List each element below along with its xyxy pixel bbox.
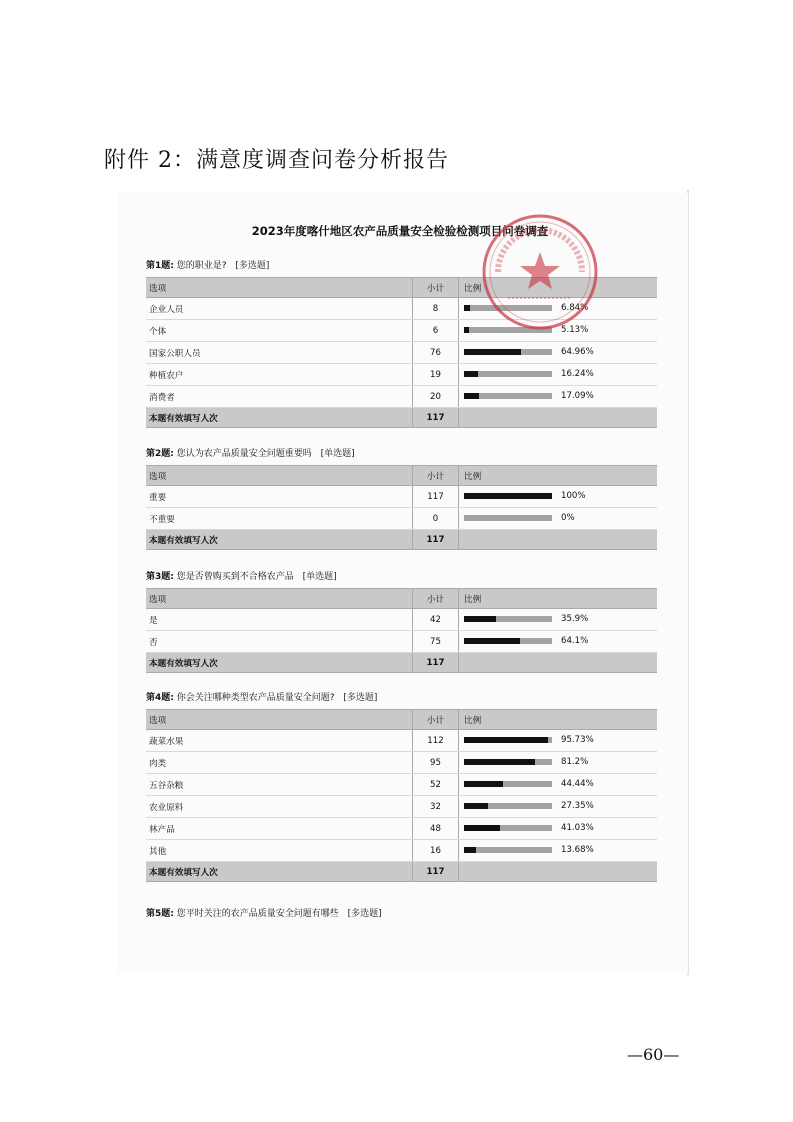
option-count: 76 <box>413 342 459 364</box>
question-type: [多选题] <box>235 261 270 271</box>
option-count: 117 <box>413 486 459 508</box>
header-count: 小计 <box>413 466 459 486</box>
header-option: 选项 <box>146 466 413 486</box>
table-row <box>146 796 657 818</box>
question-text: 您认为农产品质量安全问题重要吗 <box>176 449 312 459</box>
table-row <box>146 486 657 508</box>
footer-label: 本题有效填写人次 <box>146 408 413 428</box>
question-number: 第3题: <box>146 572 174 582</box>
ratio-percent: 64.1% <box>561 636 589 647</box>
ratio-bar <box>464 371 552 377</box>
ratio-bar <box>464 638 552 644</box>
question-3-prompt <box>146 569 337 582</box>
ratio-bar <box>464 847 552 853</box>
option-count: 32 <box>413 796 459 818</box>
option-label: 否 <box>146 631 413 653</box>
ratio-bar-fill <box>464 781 503 787</box>
table-header-row <box>146 710 657 730</box>
option-count: 42 <box>413 609 459 631</box>
footer-label: 本题有效填写人次 <box>146 530 413 550</box>
header-ratio: 比例 <box>459 710 658 730</box>
ratio-bar <box>464 825 552 831</box>
question-text: 您平时关注的农产品质量安全问题有哪些 <box>176 909 339 919</box>
question-5-prompt <box>146 906 382 919</box>
header-ratio: 比例 <box>459 466 658 486</box>
table-row <box>146 730 657 752</box>
ratio-bar-fill <box>464 371 478 377</box>
ratio-percent: 16.24% <box>561 369 594 380</box>
question-number: 第2题: <box>146 449 174 459</box>
option-label: 个体 <box>146 320 413 342</box>
option-label: 其他 <box>146 840 413 862</box>
ratio-percent: 5.13% <box>561 325 589 336</box>
question-type: [单选题] <box>320 449 355 459</box>
option-label: 不重要 <box>146 508 413 530</box>
ratio-percent: 64.96% <box>561 347 594 358</box>
page-number: —60— <box>627 1045 680 1064</box>
question-2-prompt <box>146 446 355 459</box>
table-footer-row <box>146 653 657 673</box>
option-label: 是 <box>146 609 413 631</box>
option-label: 企业人员 <box>146 298 413 320</box>
ratio-bar <box>464 515 552 521</box>
table-row <box>146 752 657 774</box>
header-option: 选项 <box>146 589 413 609</box>
table-row <box>146 818 657 840</box>
ratio-bar-fill <box>464 327 469 333</box>
ratio-percent: 95.73% <box>561 735 594 746</box>
option-label: 农业原料 <box>146 796 413 818</box>
question-number: 第1题: <box>146 261 174 271</box>
ratio-percent: 0% <box>561 513 575 524</box>
footer-label: 本题有效填写人次 <box>146 862 413 882</box>
table-footer-row <box>146 862 657 882</box>
footer-label: 本题有效填写人次 <box>146 653 413 673</box>
option-label: 肉类 <box>146 752 413 774</box>
ratio-percent: 41.03% <box>561 823 594 834</box>
footer-total: 117 <box>413 530 459 550</box>
option-count: 8 <box>413 298 459 320</box>
option-label: 林产品 <box>146 818 413 840</box>
ratio-bar <box>464 393 552 399</box>
footer-total: 117 <box>413 653 459 673</box>
option-count: 19 <box>413 364 459 386</box>
ratio-percent: 35.9% <box>561 614 589 625</box>
table-row <box>146 631 657 653</box>
ratio-percent: 27.35% <box>561 801 594 812</box>
ratio-bar <box>464 616 552 622</box>
option-label: 蔬菜水果 <box>146 730 413 752</box>
ratio-bar-fill <box>464 305 470 311</box>
table-row <box>146 774 657 796</box>
table-row <box>146 386 657 408</box>
question-text: 你会关注哪种类型农产品质量安全问题? <box>176 693 335 703</box>
question-4-prompt <box>146 690 377 703</box>
ratio-bar-fill <box>464 847 476 853</box>
header-option: 选项 <box>146 278 413 298</box>
ratio-bar-fill <box>464 616 496 622</box>
ratio-percent: 6.84% <box>561 303 589 314</box>
ratio-bar <box>464 737 552 743</box>
option-count: 16 <box>413 840 459 862</box>
header-count: 小计 <box>413 710 459 730</box>
table-row <box>146 609 657 631</box>
ratio-percent: 81.2% <box>561 757 589 768</box>
option-count: 0 <box>413 508 459 530</box>
ratio-bar-fill <box>464 638 520 644</box>
header-option: 选项 <box>146 710 413 730</box>
ratio-bar <box>464 759 552 765</box>
option-count: 20 <box>413 386 459 408</box>
ratio-bar-fill <box>464 825 500 831</box>
table-header-row <box>146 466 657 486</box>
ratio-bar <box>464 493 552 499</box>
table-row <box>146 508 657 530</box>
ratio-bar <box>464 803 552 809</box>
option-label: 种植农户 <box>146 364 413 386</box>
question-3-table <box>146 588 657 673</box>
footer-total: 117 <box>413 408 459 428</box>
ratio-bar-fill <box>464 737 548 743</box>
ratio-bar-fill <box>464 803 488 809</box>
ratio-bar-fill <box>464 349 521 355</box>
question-type: [多选题] <box>347 909 382 919</box>
option-count: 52 <box>413 774 459 796</box>
ratio-percent: 17.09% <box>561 391 594 402</box>
question-type: [单选题] <box>302 572 337 582</box>
table-header-row <box>146 589 657 609</box>
survey-title: 2023年度喀什地区农产品质量安全检验检测项目问卷调查 <box>251 224 549 238</box>
header-count: 小计 <box>413 278 459 298</box>
ratio-bar <box>464 781 552 787</box>
option-label: 国家公职人员 <box>146 342 413 364</box>
page-heading: 附件 2：满意度调查问卷分析报告 <box>104 148 449 173</box>
question-type: [多选题] <box>343 693 378 703</box>
ratio-bar-fill <box>464 393 479 399</box>
table-footer-row <box>146 530 657 550</box>
ratio-bar-fill <box>464 759 535 765</box>
header-ratio: 比例 <box>459 589 658 609</box>
table-row <box>146 342 657 364</box>
question-2-table <box>146 465 657 550</box>
option-label: 消费者 <box>146 386 413 408</box>
ratio-bar <box>464 349 552 355</box>
option-count: 6 <box>413 320 459 342</box>
header-ratio: 比例 <box>459 278 658 298</box>
ratio-percent: 13.68% <box>561 845 594 856</box>
question-number: 第4题: <box>146 693 174 703</box>
ratio-percent: 100% <box>561 491 586 502</box>
table-row <box>146 840 657 862</box>
ratio-percent: 44.44% <box>561 779 594 790</box>
option-label: 五谷杂粮 <box>146 774 413 796</box>
question-1-prompt <box>146 258 269 271</box>
option-count: 48 <box>413 818 459 840</box>
option-count: 75 <box>413 631 459 653</box>
question-text: 您是否曾购买到不合格农产品 <box>176 572 294 582</box>
ratio-bar-fill <box>464 493 552 499</box>
footer-total: 117 <box>413 862 459 882</box>
option-count: 112 <box>413 730 459 752</box>
table-row <box>146 364 657 386</box>
question-number: 第5题: <box>146 909 174 919</box>
table-footer-row <box>146 408 657 428</box>
option-label: 重要 <box>146 486 413 508</box>
header-count: 小计 <box>413 589 459 609</box>
question-text: 您的职业是? <box>176 261 227 271</box>
option-count: 95 <box>413 752 459 774</box>
question-4-table <box>146 709 657 882</box>
official-seal-stamp <box>478 210 602 334</box>
